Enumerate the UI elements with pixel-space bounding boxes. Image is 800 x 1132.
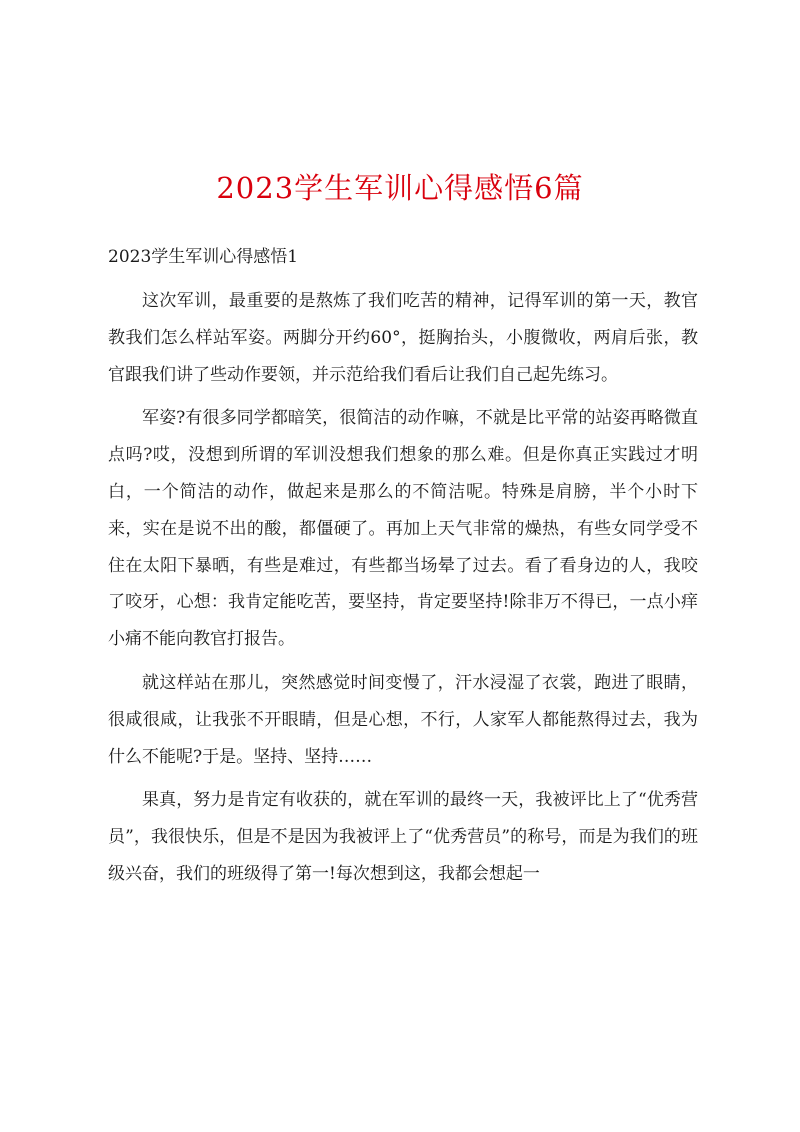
paragraph: 军姿?有很多同学都暗笑，很简洁的动作嘛，不就是比平常的站姿再略微直点吗?哎，没想到所谓的军训没想我们想象的那么难。但是你真正实践过才明白，一个简洁的动作，做起来是那么的不简洁呢。特殊是肩膀，半个小时下来，实在是说不出的酸，都僵硬了。再加上天气非常的燥热，有些女同学受不住在太阳下暴晒，有些是难过，有些都当场晕了过去。看了看身边的人，我咬了咬牙，心想：我肯定能吃苦，要坚持，肯定要坚持!除非万不得已，一点小痒小痛不能向教官打报告。 <box>108 408 698 650</box>
paragraph: 果真，努力是肯定有收获的，就在军训的最终一天，我被评比上了“优秀营员”，我很快乐，但是不是因为我被评上了“优秀营员”的称号，而是为我们的班级兴奋，我们的班级得了第一!每次想到这，我都会想起一 <box>108 790 698 884</box>
document-title: 2023学生军训心得感悟6篇 <box>216 171 584 205</box>
paragraph: 这次军训，最重要的是熬炼了我们吃苦的精神，记得军训的第一天，教官教我们怎么样站军姿。两脚分开约60°，挺胸抬头，小腹微收，两肩后张，教官跟我们讲了些动作要领，并示范给我们看后让我们自己起先练习。 <box>108 291 698 385</box>
paragraph: 就这样站在那儿，突然感觉时间变慢了，汗水浸湿了衣裳，跑进了眼睛，很咸很咸，让我张不开眼睛，但是心想，不行，人家军人都能熬得过去，我为什么不能呢?于是。坚持、坚持…… <box>108 672 698 767</box>
body-text <box>108 283 698 900</box>
section-heading: 2023学生军训心得感悟1 <box>108 247 299 267</box>
